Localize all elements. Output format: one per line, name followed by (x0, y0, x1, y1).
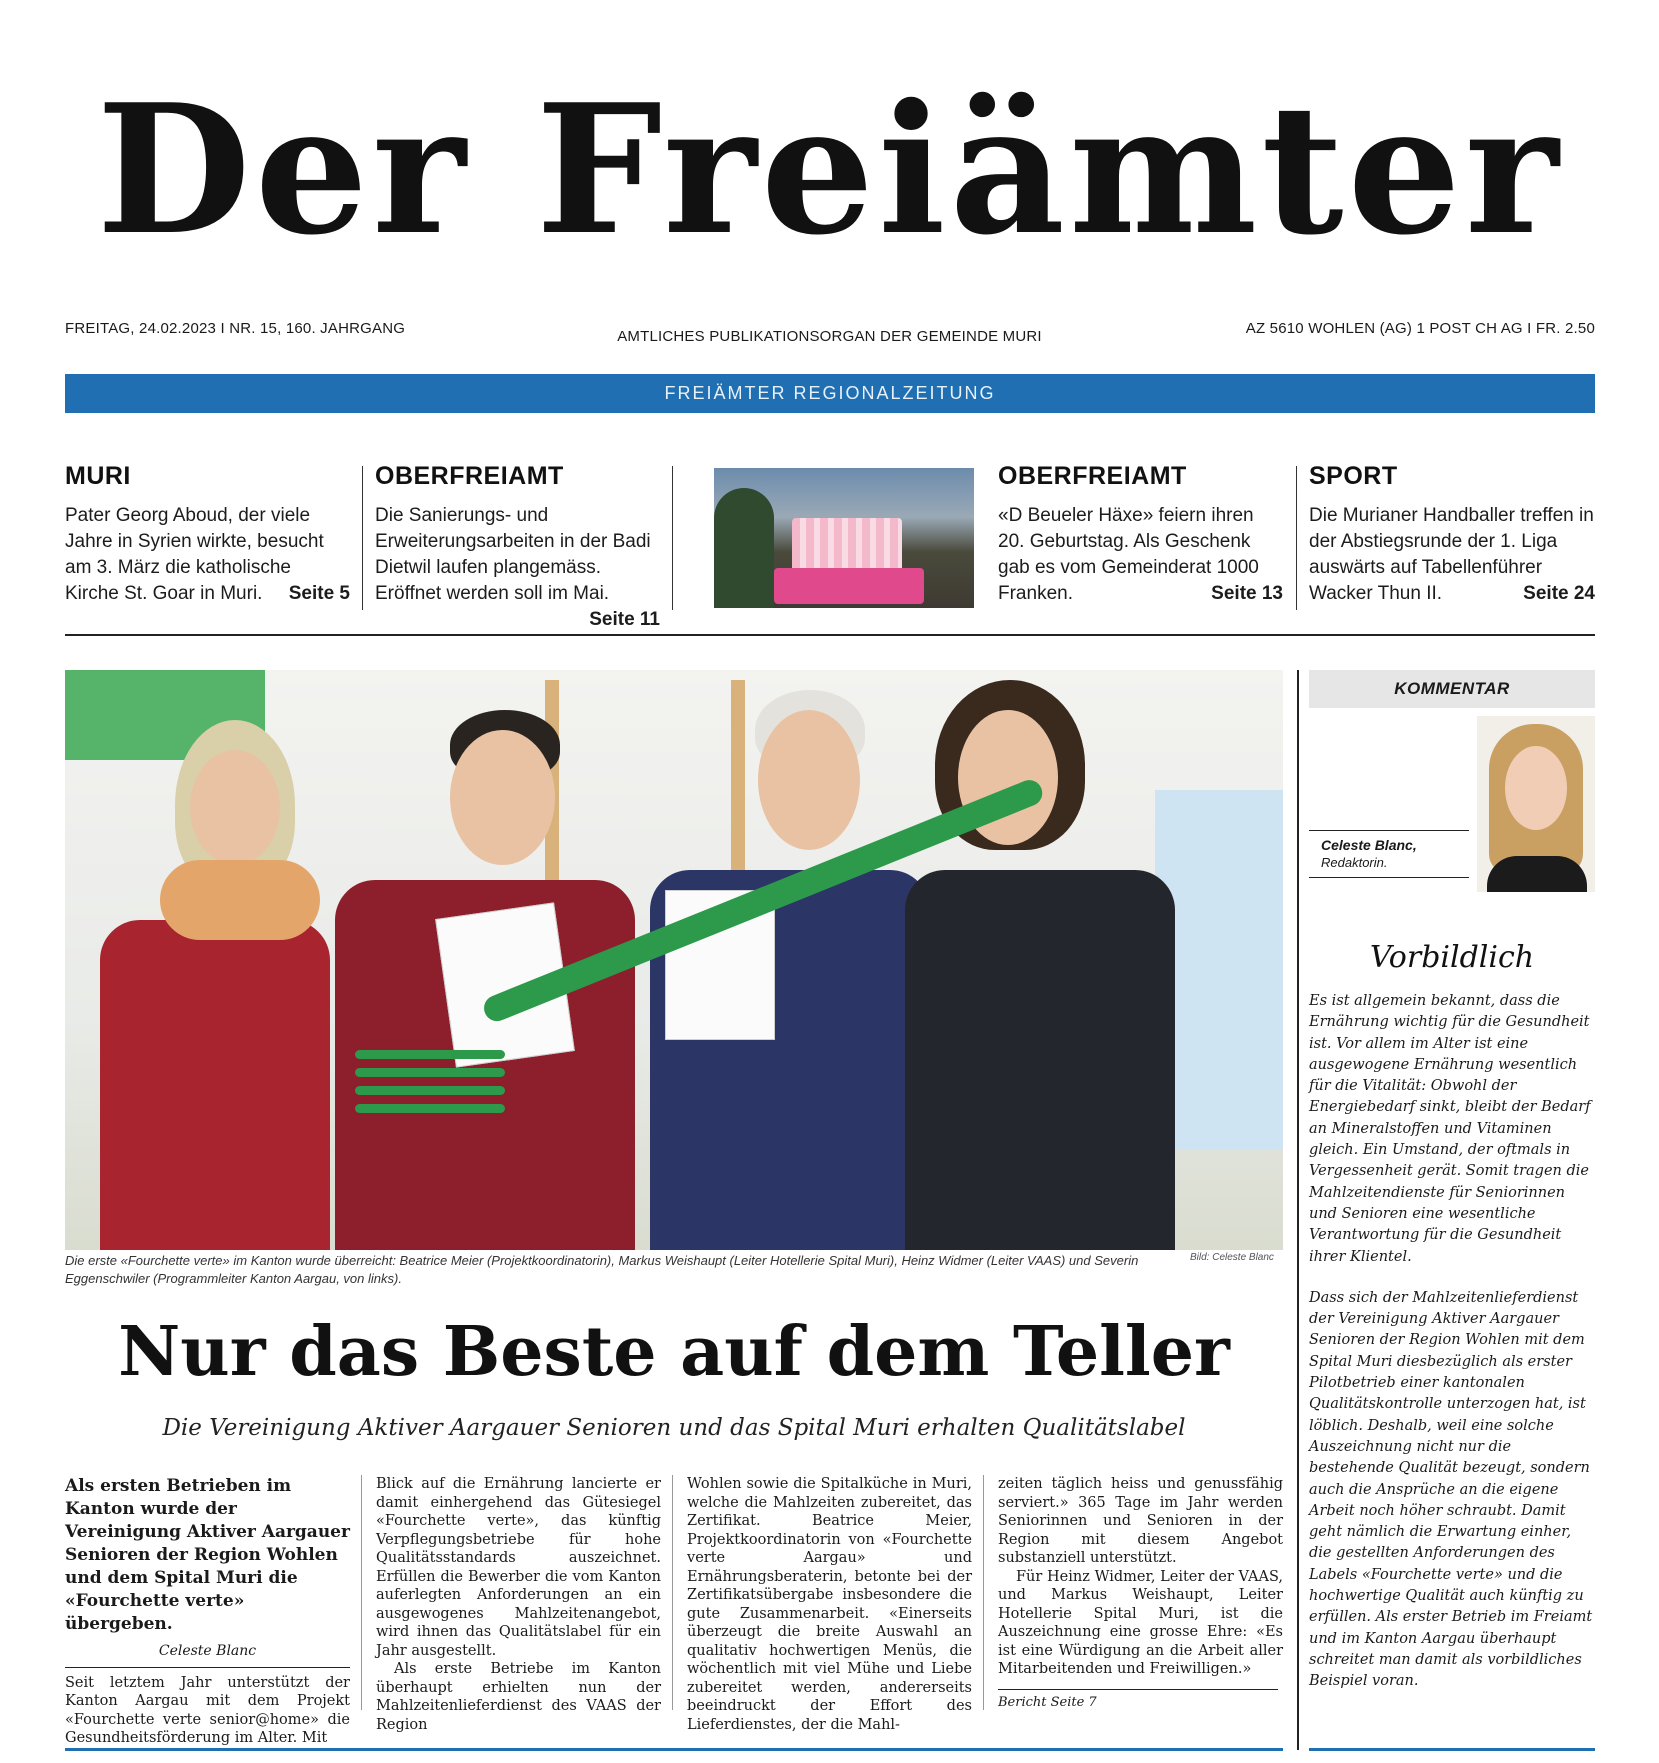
photo-person-4-body (905, 870, 1175, 1250)
teaser-text: Pater Georg Aboud, der viele Jahre in Syrien wirkte, besucht am 3. März die katholische Kirche St. Goar in Muri. (65, 505, 324, 604)
publication-note: AMTLICHES PUBLIKATIONSORGAN DER GEMEINDE MURI (617, 328, 1042, 345)
article-column-4 (998, 1475, 1283, 1712)
teaser-text: Die Sanierungs- und Erweiterungsarbeiten in der Badi Dietwil laufen plangemäss. Eröffnet werden soll im Mai. (375, 505, 651, 604)
photo-caption: Die erste «Fourchette verte» im Kanton wurde überreicht: Beatrice Meier (Projektkoordinatorin), Markus Weishaupt (Leiter Hotellerie Spital Muri), Heinz Widmer (Leiter VAAS) und Severin Eggenschwiler (Programmleiter Kanton Aargau, von links). (65, 1253, 1139, 1286)
photo-person-3-face (758, 710, 860, 850)
teaser-sport[interactable] (1309, 462, 1595, 607)
article-author: Celeste Blanc (65, 1642, 350, 1668)
column-divider (361, 1475, 362, 1710)
commentary-author-role: Redaktorin. (1321, 855, 1388, 870)
column-divider (983, 1475, 984, 1710)
photo-green-fork-head (355, 1050, 525, 1120)
photo-person-1-body (100, 920, 330, 1250)
bottom-rule-sidebar (1309, 1748, 1595, 1751)
teaser-section: SPORT (1309, 462, 1398, 490)
article-text: Für Heinz Widmer, Leiter der VAAS, und Markus Weishaupt, Leiter Hotellerie Spital Muri, ist die Auszeichnung eine grosse Ehre: «Es ist eine Würdigung an die Arbeit aller Mitarbeitenden und Freiwilligen.» (998, 1568, 1283, 1677)
commentary-author-name: Celeste Blanc, (1321, 837, 1417, 853)
teaser-oberfreiamt-badi[interactable] (375, 462, 660, 633)
teaser-muri[interactable] (65, 462, 350, 607)
article-headline[interactable]: Nur das Beste auf dem Teller (118, 1312, 1230, 1392)
photo-person-1-face (190, 750, 280, 865)
commentary-sidebar (1309, 670, 1595, 1693)
photo-person-2-face (450, 730, 555, 865)
regional-banner: FREIÄMTER REGIONALZEITUNG (65, 374, 1595, 413)
commentary-paragraph: Dass sich der Mahlzeitenlieferdienst der Vereinigung Aktiver Aargauer Senioren der Region Wohlen mit dem Spital Muri diesbezüglich als erster Pilotbetrieb einer kantonalen Qualitätskontrolle unterzogen hat, ist löblich. Deshalb, weil eine solche Auszeichnung nicht nur die bestehende Qualität bezeugt, sondern auch die Ansprüche an die eigene Arbeit noch höher schraubt. Damit geht nämlich die Erwartung einher, die gestellten Anforderungen des Labels «Fourchette verte» und die hochwertige Qualität auch künftig zu erfüllen. Als erster Betrieb im Freiamt und im Kanton Aargau überhaupt schreitet man damit als vorbildliches Beispiel voran. (1309, 1289, 1593, 1690)
column-divider (672, 466, 673, 610)
teaser-section: MURI (65, 462, 131, 490)
bottom-rule-main (65, 1748, 1283, 1751)
teaser-page-link[interactable]: Seite 5 (288, 583, 350, 604)
article-column-3 (687, 1475, 972, 1734)
teaser-page-link[interactable]: Seite 11 (589, 609, 660, 630)
section-rule (65, 634, 1595, 636)
column-divider (672, 1475, 673, 1710)
teaser-section: OBERFREIAMT (998, 462, 1187, 490)
author-portrait (1477, 716, 1595, 892)
teaser-page-link[interactable]: Seite 13 (1211, 583, 1283, 604)
commentary-label: KOMMENTAR (1309, 670, 1595, 708)
teaser-text: Die Murianer Handballer treffen in der Abstiegsrunde der 1. Liga auswärts auf Tabellenführer Wacker Thun II. (1309, 505, 1594, 604)
article-text: Als erste Betriebe im Kanton überhaupt erhielten nun der Mahlzeitenlieferdienst des VAAS der Region (376, 1661, 661, 1733)
article-text: Blick auf die Ernährung lancierte er damit einhergehend das Gütesiegel «Fourchette verte», das künftig Verpflegungsbetriebe für hohe Qualitätsstandards auszeichnet. Erfüllen die Bewerber die vom Kanton auferlegten Anforderungen an ein ausgewogenes Mahlzeitenangebot, wird ihnen das Qualitätslabel für ein Jahr ausgestellt. (376, 1476, 661, 1659)
commentary-paragraph: Es ist allgemein bekannt, dass die Ernährung wichtig für die Gesundheit ist. Vor allem im Alter ist eine ausgewogene Ernährung wesentlich für die Vitalität: Obwohl der Energiebedarf sinkt, bleibt der Bedarf an Mineralstoffen und Vitaminen gleich. Ein Umstand, der oftmals in Vergessenheit gerät. Somit tragen die Mahlzeitendienste für Seniorinnen und Senioren eine wesentliche Verantwortung für die Gesundheit ihrer Klientel. (1309, 993, 1591, 1265)
teaser-photo-carnival-float[interactable] (714, 468, 974, 608)
article-lead: Als ersten Betrieben im Kanton wurde der Vereinigung Aktiver Aargauer Senioren der Region Wohlen und dem Spital Muri die «Fourchette verte» übergeben. (65, 1476, 350, 1634)
issue-info: FREITAG, 24.02.2023 I NR. 15, 160. JAHRGANG (65, 320, 406, 337)
article-text: zeiten täglich heiss und genussfähig serviert.» 365 Tage im Jahr werden Seniorinnen und Senioren in der Region mit diesem Angebot substanziell unterstützt. (998, 1476, 1283, 1566)
teaser-section: OBERFREIAMT (375, 462, 564, 490)
photo-cake-base (774, 568, 924, 604)
sidebar-divider (1297, 670, 1299, 1750)
column-divider (1296, 466, 1297, 610)
column-divider (362, 466, 363, 610)
teaser-text: «D Beueler Häxe» feiern ihren 20. Geburtstag. Als Geschenk gab es vom Gemeinderat 1000 Franken. (998, 505, 1259, 604)
teaser-page-link[interactable]: Seite 24 (1523, 583, 1595, 604)
article-text: Wohlen sowie die Spitalküche in Muri, welche die Mahlzeiten zubereitet, das Zertifikat. Beatrice Meier, Projektkoordinatorin von «Fourchette verte Aargau» und Ernährungsberaterin, betonte bei der Zertifikatsübergabe insbesondere die gute Zusammenarbeit. «Einerseits überzeugt die breite Auswahl an qualitativ hochwertigen Menüs, die wöchentlich mit viel Mühe und Liebe zubereitet werden, andererseits beeindruckt der Effort des Lieferdienstes, der die Mahl- (687, 1476, 972, 1733)
commentary-title[interactable]: Vorbildlich (1369, 940, 1535, 975)
article-column-1 (65, 1475, 350, 1748)
report-reference-link[interactable]: Bericht Seite 7 (998, 1689, 1278, 1713)
article-text: Seit letztem Jahr unterstützt der Kanton Aargau mit dem Projekt «Fourchette verte senior@home» die Gesundheitsförderung im Alter. Mit (65, 1674, 350, 1746)
teaser-oberfreiamt-haexe[interactable] (998, 462, 1283, 607)
main-article-photo[interactable] (65, 670, 1283, 1250)
article-subheadline: Die Vereinigung Aktiver Aargauer Senioren und das Spital Muri erhalten Qualitätslabel (162, 1415, 1186, 1441)
postal-price-info: AZ 5610 WOHLEN (AG) 1 POST CH AG I FR. 2.50 (1245, 320, 1595, 337)
photo-tree (714, 488, 774, 608)
photo-scarf (160, 860, 320, 940)
article-column-2 (376, 1475, 661, 1734)
photo-credit: Bild: Celeste Blanc (1190, 1252, 1274, 1263)
commentary-body (1309, 991, 1595, 1693)
newspaper-masthead: Der Freiämter (96, 65, 1563, 274)
commentary-author (1309, 830, 1469, 878)
